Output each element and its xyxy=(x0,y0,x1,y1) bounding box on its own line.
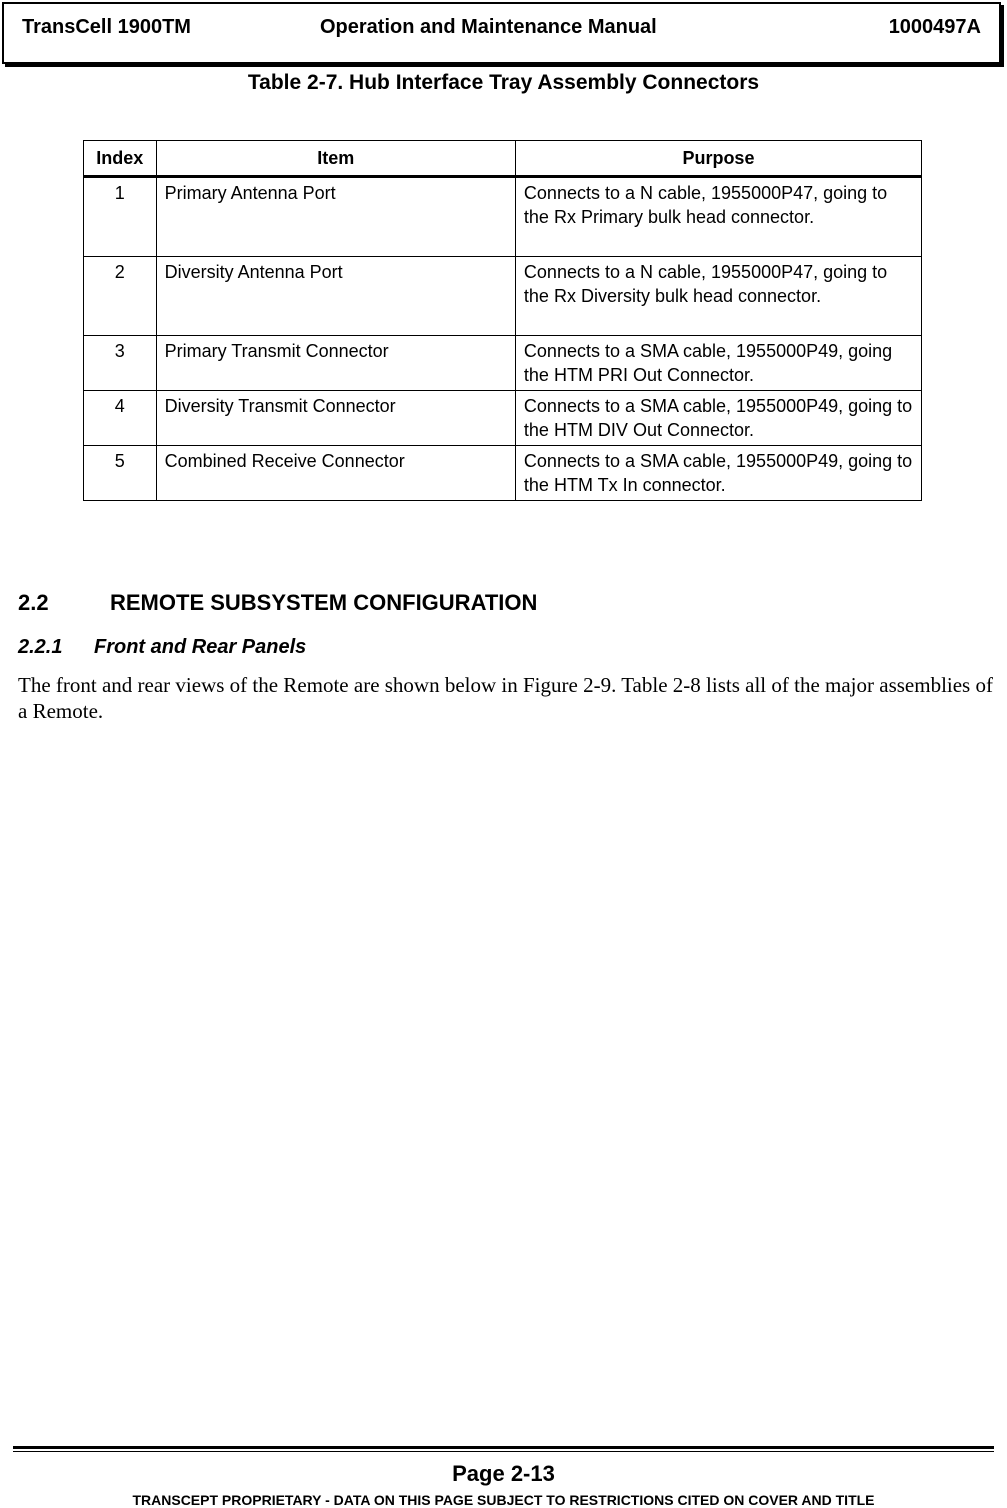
footer-rule xyxy=(13,1446,994,1449)
row-item: Diversity Transmit Connector xyxy=(156,391,515,446)
row-purpose: Connects to a SMA cable, 1955000P49, going the HTM PRI Out Connector. xyxy=(515,336,921,391)
table-row xyxy=(84,177,922,257)
row-purpose: Connects to a SMA cable, 1955000P49, going to the HTM DIV Out Connector. xyxy=(515,391,921,446)
row-purpose: Connects to a N cable, 1955000P47, going to the Rx Primary bulk head connector. xyxy=(515,177,921,257)
row-purpose: Connects to a SMA cable, 1955000P49, going to the HTM Tx In connector. xyxy=(515,446,921,501)
table-row xyxy=(84,257,922,336)
column-header-purpose: Purpose xyxy=(515,141,921,177)
page-header xyxy=(2,2,1001,64)
row-index: 4 xyxy=(84,391,157,446)
header-manual-title: Operation and Maintenance Manual xyxy=(320,16,657,38)
section-heading xyxy=(18,590,537,616)
header-product: TransCell 1900TM xyxy=(22,16,191,38)
row-purpose: Connects to a N cable, 1955000P47, going to the Rx Diversity bulk head connector. xyxy=(515,257,921,336)
table-row xyxy=(84,391,922,446)
row-index: 3 xyxy=(84,336,157,391)
column-header-index: Index xyxy=(84,141,157,177)
page-number: Page 2-13 xyxy=(452,1461,555,1486)
table-row xyxy=(84,336,922,391)
row-index: 2 xyxy=(84,257,157,336)
row-index: 1 xyxy=(84,177,157,257)
table-header-row xyxy=(84,141,922,177)
subsection-number: 2.2.1 xyxy=(18,636,63,658)
row-item: Diversity Antenna Port xyxy=(156,257,515,336)
section-number: 2.2 xyxy=(18,590,49,615)
connectors-table xyxy=(83,140,922,501)
proprietary-notice: TRANSCEPT PROPRIETARY - DATA ON THIS PAGE SUBJECT TO RESTRICTIONS CITED ON COVER AND TITLE xyxy=(132,1492,875,1508)
column-header-item: Item xyxy=(156,141,515,177)
body-paragraph: The front and rear views of the Remote are shown below in Figure 2-9. Table 2-8 lists all of the major assemblies of a Remote. xyxy=(18,673,993,723)
header-doc-number: 1000497A xyxy=(888,16,981,38)
row-item: Primary Antenna Port xyxy=(156,177,515,257)
table-caption: Table 2-7. Hub Interface Tray Assembly Connectors xyxy=(247,71,760,94)
footer-rule-thin xyxy=(13,1451,994,1452)
table-row xyxy=(84,446,922,501)
subsection-heading xyxy=(18,636,306,659)
subsection-title: Front and Rear Panels xyxy=(94,636,307,658)
section-title: REMOTE SUBSYSTEM CONFIGURATION xyxy=(110,590,538,615)
row-item: Primary Transmit Connector xyxy=(156,336,515,391)
row-item: Combined Receive Connector xyxy=(156,446,515,501)
row-index: 5 xyxy=(84,446,157,501)
